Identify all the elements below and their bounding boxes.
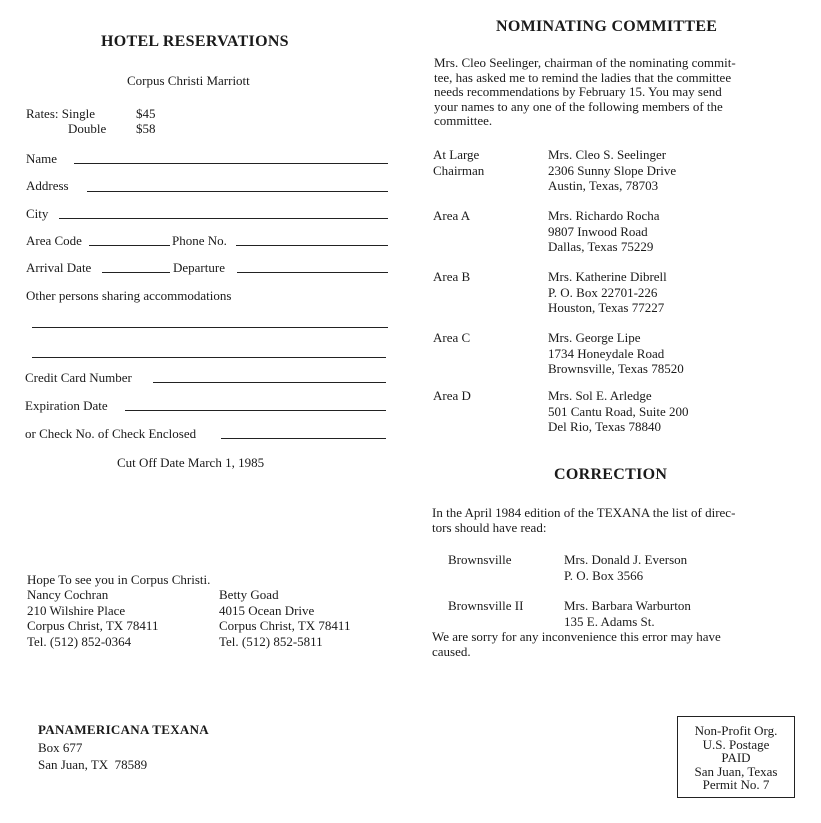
city-label: City: [26, 206, 49, 221]
postage-indicia: [677, 716, 795, 798]
member-line: Brownsville, Texas 78520: [548, 361, 684, 376]
contact-line: Nancy Cochran: [27, 587, 109, 602]
contact-line: Corpus Christ, TX 78411: [27, 618, 159, 633]
member-details: [548, 147, 676, 194]
area-code-label: Area Code: [26, 233, 82, 248]
member-line: 2306 Sunny Slope Drive: [548, 162, 677, 178]
hotel-venue: Corpus Christi Marriott: [127, 73, 250, 88]
intro-line: In the April 1984 edition of the TEXANA the list of direc-: [432, 505, 736, 520]
contact-line: Tel. (512) 852-5811: [219, 633, 323, 649]
cutoff-date: Cut Off Date March 1, 1985: [117, 455, 265, 470]
contact-line: 4015 Ocean Drive: [219, 602, 315, 618]
phone-field[interactable]: [236, 245, 388, 246]
expiration-label: Expiration Date: [25, 398, 108, 413]
body-line: needs recommendations by February 15. You may send: [434, 84, 722, 99]
area-line: At Large: [433, 147, 480, 162]
rate-single-price: $45: [136, 106, 156, 121]
correction-apology: [432, 629, 721, 659]
phone-label: Phone No.: [172, 233, 227, 248]
postage-line: Non-Profit Org.: [694, 723, 778, 738]
member-line: Mrs. Richardo Rocha: [548, 208, 660, 223]
check-label: or Check No. of Check Enclosed: [25, 426, 197, 441]
rate-single-label: Rates: Single: [26, 106, 95, 121]
return-org: PANAMERICANA TEXANA: [38, 722, 209, 737]
arrival-field[interactable]: [102, 272, 170, 273]
correction-details: [564, 552, 687, 583]
greeting: Hope To see you in Corpus Christi.: [27, 572, 211, 587]
member-area: Area A: [433, 208, 471, 223]
contact-line: Corpus Christ, TX 78411: [219, 618, 351, 633]
member-line: Austin, Texas, 78703: [548, 178, 659, 193]
member-line: Del Rio, Texas 78840: [548, 419, 661, 434]
member-area: Area C: [433, 330, 471, 345]
nominating-body: [434, 56, 736, 129]
correction-place: Brownsville II: [448, 598, 524, 613]
return-address: [38, 739, 147, 773]
rate-double-label: Double: [68, 121, 107, 136]
member-line: Mrs. Katherine Dibrell: [548, 269, 667, 284]
others-field-1[interactable]: [32, 327, 388, 328]
departure-label: Departure: [173, 260, 225, 275]
apology-line: We are sorry for any inconvenience this error may have: [432, 629, 721, 644]
nominating-title: NOMINATING COMMITTEE: [496, 18, 718, 35]
area-line: Chairman: [433, 162, 485, 178]
member-line: Houston, Texas 77227: [548, 300, 665, 315]
body-line: your names to any one of the following members of the: [434, 98, 723, 114]
return-line: San Juan, TX 78589: [38, 757, 148, 772]
body-line: tee, has asked me to remind the ladies that the committee: [434, 69, 732, 85]
hotel-title: HOTEL RESERVATIONS: [101, 33, 289, 50]
contact-left: [27, 587, 158, 649]
others-label: Other persons sharing accommodations: [26, 288, 232, 303]
name-label: Name: [26, 151, 58, 166]
others-field-2[interactable]: [32, 357, 386, 358]
city-field[interactable]: [59, 218, 388, 219]
member-line: P. O. Box 22701-226: [548, 284, 658, 300]
rate-double-price: $58: [136, 121, 156, 136]
member-details: [548, 208, 660, 255]
postage-line: Permit No. 7: [702, 777, 770, 792]
area-code-field[interactable]: [89, 245, 170, 246]
member-details: [548, 269, 667, 316]
expiration-field[interactable]: [125, 410, 386, 411]
member-line: Dallas, Texas 75229: [548, 239, 654, 254]
member-details: [548, 330, 684, 377]
correction-place: Brownsville: [448, 552, 512, 567]
member-line: 501 Cantu Road, Suite 200: [548, 403, 689, 419]
contact-right: [219, 587, 350, 649]
return-line: Box 677: [38, 740, 83, 755]
correction-line: Mrs. Barbara Warburton: [564, 598, 691, 613]
postage-line: San Juan, Texas: [694, 763, 778, 779]
credit-card-field[interactable]: [153, 382, 386, 383]
address-label: Address: [26, 178, 69, 193]
contact-line: Tel. (512) 852-0364: [27, 633, 132, 649]
check-field[interactable]: [221, 438, 386, 439]
member-details: [548, 388, 688, 435]
postage-line: U.S. Postage: [702, 736, 770, 752]
apology-line: caused.: [432, 644, 471, 659]
name-field[interactable]: [74, 163, 388, 164]
member-line: Mrs. Sol E. Arledge: [548, 388, 652, 403]
body-line: committee.: [434, 113, 493, 128]
member-line: Mrs. George Lipe: [548, 330, 641, 345]
member-line: 1734 Honeydale Road: [548, 345, 665, 361]
correction-line: P. O. Box 3566: [564, 567, 644, 583]
contact-line: Betty Goad: [219, 587, 279, 602]
address-field[interactable]: [87, 191, 388, 192]
correction-intro: [432, 505, 735, 535]
member-line: 9807 Inwood Road: [548, 223, 648, 239]
correction-title: CORRECTION: [554, 466, 668, 483]
credit-card-label: Credit Card Number: [25, 370, 132, 385]
member-area: Area D: [433, 388, 471, 403]
member-line: Mrs. Cleo S. Seelinger: [548, 147, 667, 162]
correction-line: 135 E. Adams St.: [564, 613, 655, 629]
postage-line: PAID: [721, 750, 751, 765]
member-area: Area B: [433, 269, 471, 284]
arrival-label: Arrival Date: [26, 260, 92, 275]
correction-details: [564, 598, 691, 629]
departure-field[interactable]: [237, 272, 388, 273]
intro-line: tors should have read:: [432, 520, 547, 535]
member-area: [433, 147, 484, 178]
correction-line: Mrs. Donald J. Everson: [564, 552, 688, 567]
contact-line: 210 Wilshire Place: [27, 602, 126, 618]
body-line: Mrs. Cleo Seelinger, chairman of the nominating commit-: [434, 55, 736, 70]
